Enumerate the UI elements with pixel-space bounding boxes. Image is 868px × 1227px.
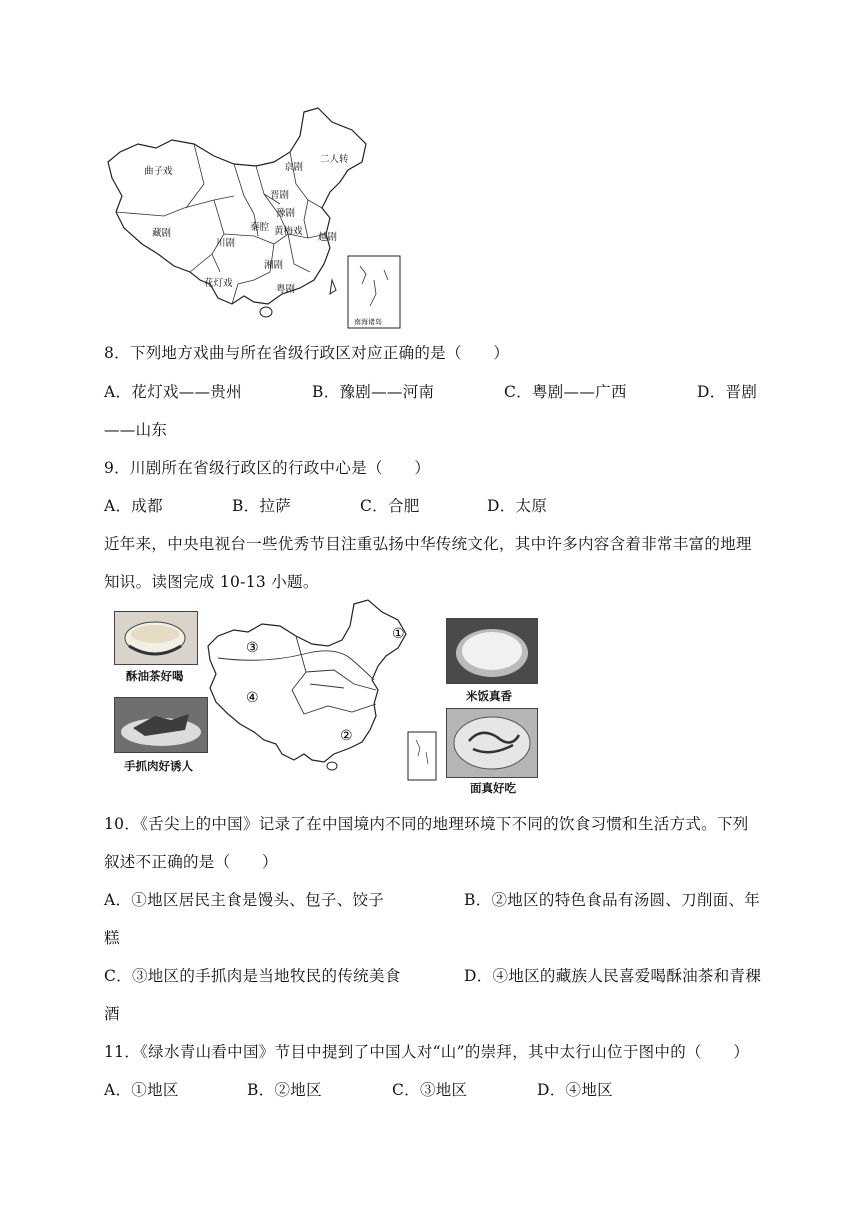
q10-option-b-continued: 糕	[104, 929, 120, 947]
butter-tea-caption: 酥油茶好喝	[126, 669, 184, 683]
map-label: 秦腔	[250, 222, 270, 233]
map-label: 粤剧	[276, 284, 296, 295]
q10-option-d-continued: 酒	[104, 1005, 120, 1023]
q10-option-a[interactable]: A．①地区居民主食是馒头、包子、饺子	[104, 891, 385, 909]
region-2-label: ②	[340, 728, 353, 744]
rice-photo	[446, 618, 538, 684]
hand-meat-caption: 手抓肉好诱人	[124, 759, 193, 773]
south-sea-inset-2	[408, 732, 436, 780]
china-outline	[108, 108, 366, 304]
intro-line-1: 近年来，中央电视台一些优秀节目注重弘扬中华传统文化，其中许多内容含着非常丰富的地理	[104, 535, 752, 553]
q11-option-b[interactable]: B．②地区	[247, 1081, 322, 1099]
q10-option-d[interactable]: D．④地区的藏族人民喜爱喝酥油茶和青稞	[464, 967, 762, 985]
map-label: 京剧	[284, 162, 304, 173]
map-label: 花灯戏	[204, 278, 233, 289]
map-label: 二人转	[320, 154, 349, 165]
region-1-label: ①	[392, 626, 405, 642]
map-label: 湘剧	[264, 260, 284, 271]
noodle-caption: 面真好吃	[470, 781, 516, 795]
q10-stem-1: 10．《舌尖上的中国》记录了在中国境内不同的地理环境下不同的饮食习惯和生活方式。下列	[104, 815, 749, 833]
q9-option-b[interactable]: B．拉萨	[232, 497, 292, 515]
q8-option-d[interactable]: D．晋剧	[697, 383, 758, 401]
q9-option-a[interactable]: A．成都	[104, 497, 163, 515]
food-region-map	[204, 598, 440, 782]
map-label: 藏剧	[152, 228, 172, 239]
q8-option-b[interactable]: B．豫剧——河南	[312, 383, 435, 401]
intro-line-2: 知识。读图完成 10-13 小题。	[104, 573, 319, 591]
q9-option-d[interactable]: D．太原	[487, 497, 548, 515]
q9-option-c[interactable]: C．合肥	[360, 497, 420, 515]
q10-stem-2: 叙述不正确的是（ ）	[104, 853, 278, 871]
q11-option-c[interactable]: C．③地区	[392, 1081, 468, 1099]
butter-tea-photo	[114, 611, 198, 665]
map-label: 黄梅戏	[274, 226, 303, 237]
map-label: 晋剧	[270, 190, 290, 201]
region-3-label: ③	[246, 640, 259, 656]
map-label: 曲子戏	[144, 166, 173, 177]
inset-caption: 南海诸岛	[354, 318, 382, 326]
q8-stem: 8．下列地方戏曲与所在省级行政区对应正确的是（ ）	[104, 344, 510, 362]
map-label: 川剧	[216, 238, 236, 249]
noodle-photo	[446, 708, 538, 778]
q8-option-c[interactable]: C．粤剧——广西	[504, 383, 627, 401]
q11-option-d[interactable]: D．④地区	[537, 1081, 613, 1099]
q11-option-a[interactable]: A．①地区	[104, 1081, 179, 1099]
region-4-label: ④	[246, 690, 259, 706]
map-label: 越剧	[318, 232, 338, 243]
opera-map	[104, 104, 416, 330]
hand-meat-photo	[114, 697, 208, 753]
q8-option-a[interactable]: A．花灯戏——贵州	[104, 383, 242, 401]
q10-option-c[interactable]: C．③地区的手抓肉是当地牧民的传统美食	[104, 967, 401, 985]
map-label: 豫剧	[276, 208, 296, 219]
q10-option-b[interactable]: B．②地区的特色食品有汤圆、刀削面、年	[464, 891, 761, 909]
q9-stem: 9．川剧所在省级行政区的行政中心是（ ）	[104, 459, 431, 477]
rice-caption: 米饭真香	[466, 689, 512, 703]
q11-stem: 11．《绿水青山看中国》节目中提到了中国人对“山”的崇拜，其中太行山位于图中的（ ）	[104, 1043, 750, 1061]
q8-option-d-continued: ——山东	[104, 421, 168, 439]
